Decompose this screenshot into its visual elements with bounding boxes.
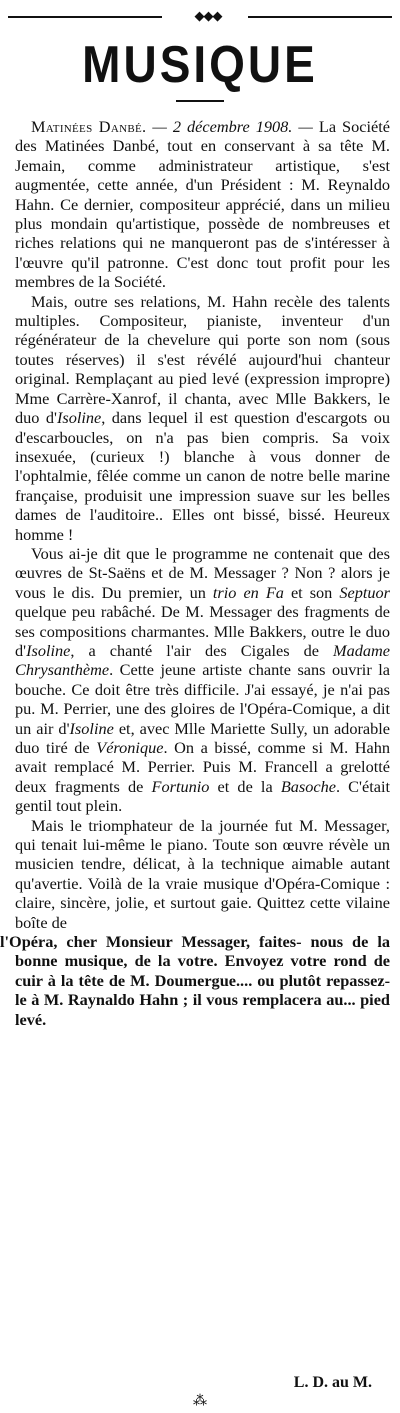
paragraph-4: Mais le triomphateur de la journée fut M. Messager, qui tenait lui-même le piano. Toute son œuvre révèle un musicien tendre, délicat, à la technique aimable autant qu'avertie. Voilà de la vraie musique d'Opéra-Comique : claire, sincère, jolie, et surtout gaie. Quittez cette vilaine boîte de [15, 815, 390, 932]
closing-ornament: ⁂ [193, 1394, 207, 1409]
dateline-date: — 2 décembre 1908. — [152, 117, 313, 136]
article-body [0, 117, 390, 1029]
title-underline [176, 100, 224, 102]
paragraph-3-text-i: . C'était gentil tout plein. [15, 776, 390, 816]
paragraph-3-text-g: . On a bissé, comme si M. Hahn avait remplacé M. Perrier. Puis M. Francell a grelotté deux fragments de [15, 738, 390, 796]
paragraph-1 [15, 117, 390, 292]
work-title-chrysantheme: Madame Chrysanthème [15, 640, 390, 680]
paragraph-3-text-a: Vous ai-je dit que le programme ne contenait que des œuvres de St-Saëns et de M. Messager ? Non ? alors je vous le dis. Du premier, un [15, 543, 390, 602]
paragraph-3-text-d: , a chanté l'air des Cigales de [70, 640, 334, 660]
paragraph-3-text-h: et de la [209, 776, 281, 796]
paragraph-3-text-e: . Cette jeune artiste chante sans ouvrir la bouche. Ce doit être très difficile. J'ai essayé, je n'ai pas pu. M. Perrier, une des gloires de l'Opéra-Comique, a dit un air d' [15, 660, 390, 738]
paragraph-2 [15, 292, 390, 544]
work-title-basoche: Basoche [280, 776, 336, 796]
page-title: MUSIQUE [82, 34, 318, 94]
rule-line-right [238, 16, 392, 18]
work-title-isoline: Isoline [56, 408, 102, 428]
paragraph-3-text-f: et, avec Mlle Mariette Sully, un adorable duo tiré de [15, 718, 390, 757]
paragraph-1-text: La Société des Matinées Danbé, tout en conservant à sa tête M. Jemain, comme administrateur artistique, s'est augmentée, cette année, d'un Président : M. Reynaldo Hahn. Ce dernier, compositeur apprécié, dans un milieu plus mondain qu'artistique, possède de nombreuses et riches relations qui ne manqueront pas de s'intéresser à l'œuvre qu'il patronne. C'est donc tout profit pour les membres de la Société. [15, 117, 390, 292]
work-title-isoline: Isoline [69, 718, 114, 738]
paragraph-3 [15, 544, 390, 816]
paragraph-5-first-line: l'Opéra, cher Monsieur Messager, faites- [0, 932, 302, 952]
paragraph-2-text-a: Mais, outre ses relations, M. Hahn recèle des talents multiples. Compositeur, pianiste, inventeur d'un régénérateur de la chevelure qui porte son nom (sous toutes réserves) il s'est révélé aujourd'hui chanteur original. Remplaçant au pied levé (expression impropre) Mme Carrère-Xanrof, il chanta, avec Mlle Bakkers, le duo d' [15, 291, 390, 428]
paragraph-3-text-b: et son [283, 582, 340, 602]
dateline-heading: Matinées Danbé. [31, 117, 147, 136]
paragraph-5-text: nous de la bonne musique, de la votre. Envoyez votre rond de cuir à la tête de M. Doumergue.... ou plutôt repassez-le à M. Raynaldo Hahn ; il vous remplacera au... pied levé. [15, 932, 390, 1029]
top-ornament: ◆◆◆ [168, 7, 248, 25]
work-title-fortunio: Fortunio [151, 776, 210, 796]
work-title-septuor: Septuor [339, 582, 390, 602]
work-title-veronique: Véronique [96, 738, 164, 757]
top-ornamental-rule [8, 8, 392, 23]
rule-line-left [8, 16, 162, 18]
work-title-isoline: Isoline [26, 640, 71, 660]
paragraph-2-text-b: , dans lequel il est question d'escargots ou d'escarboucles, on n'a pas bien compris. Sa voix insexuée, (curieux !) blanche à vous donner de l'ophtalmie, fêlée comme un canon de notre belle marine française, produisit une impression suave sur les belles dames de l'auditoire.. Elles ont bissé, bissé. Heureux homme ! [15, 408, 390, 544]
paragraph-3-text-c: quelque peu rabâché. De M. Messager des fragments de ses compositions charmantes. Mlle Bakkers, outre le duo d' [15, 602, 390, 660]
author-signature: L. D. au M. [293, 1374, 372, 1391]
work-title-trio: trio en Fa [212, 582, 284, 602]
paragraph-5 [0, 932, 390, 1029]
